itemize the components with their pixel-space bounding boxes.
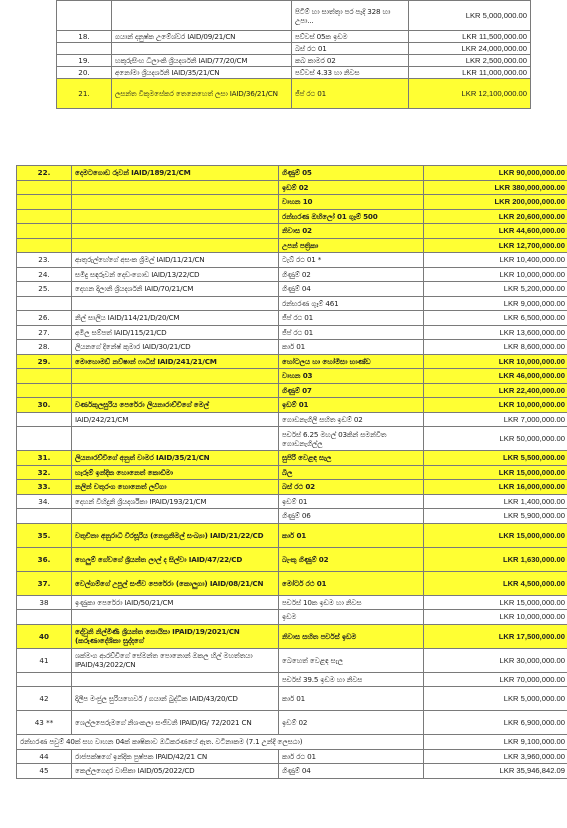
table-row <box>17 311 567 326</box>
row-number-cell: 36. <box>17 547 72 571</box>
row-number-cell <box>17 427 72 451</box>
asset-description-cell: ගිණුම් 07 <box>279 383 424 398</box>
row-number-cell: 38 <box>17 595 72 610</box>
amount-cell: LKR 9,100,000.00 <box>424 735 567 750</box>
table-row <box>17 494 567 509</box>
table-row <box>17 465 567 480</box>
asset-description-cell: උපන් පත්‍රිකා <box>279 238 424 253</box>
amount-cell: LKR 35,946,842.09 <box>424 764 567 779</box>
row-number-cell: 29. <box>17 354 72 369</box>
row-number-cell: 41 <box>17 648 72 672</box>
table-row <box>17 595 567 610</box>
amount-cell: LKR 10,000,000.00 <box>424 267 567 282</box>
table-row <box>17 267 567 282</box>
row-number-cell <box>17 180 72 195</box>
amount-cell: LKR 8,600,000.00 <box>424 340 567 355</box>
suspect-name-cell: හකුරුසිංහ ධීලාංකි ශ්‍රියදර්ශනි IAID/77/20/CM <box>112 55 292 67</box>
row-number-cell: 33. <box>17 480 72 495</box>
table-row <box>17 427 567 451</box>
table-row <box>17 383 567 398</box>
row-number-cell <box>57 43 112 55</box>
amount-cell: LKR 50,000,000.00 <box>424 427 567 451</box>
asset-description-cell: බස් රථ 01 <box>292 43 409 55</box>
amount-cell: LKR 22,400,000.00 <box>424 383 567 398</box>
table-row <box>17 547 567 571</box>
table-row <box>17 340 567 355</box>
row-number-cell <box>17 369 72 384</box>
amount-cell: LKR 70,000,000.00 <box>424 672 567 687</box>
suspect-name-cell <box>72 672 279 687</box>
amount-cell: LKR 200,000,000.00 <box>424 195 567 210</box>
suspect-name-cell <box>72 195 279 210</box>
suspect-name-cell: දිලීප මංජුල සුරියහෙවර් / ගයාන් බුද්ධික IAID/43/20/CD <box>72 687 279 711</box>
asset-description-cell: පර්චස් 39.5 ඉඩම හා නිවස <box>279 672 424 687</box>
amount-cell: LKR 10,000,000.00 <box>424 398 567 413</box>
asset-description-cell: බෙහෙත් වෙළඳ සැල <box>279 648 424 672</box>
suspect-name-cell: දේවුනි නිල්මිණි ශ්‍රියන්ත සොයිසා IPAID/19/2021/CN (කරුණාදේශිකා සුද්දගේ <box>72 624 279 648</box>
suspect-name-cell: ඉණුකා පෙරේරා IAID/50/21/CM <box>72 595 279 610</box>
table-row <box>17 624 567 648</box>
row-number-cell: 19. <box>57 55 112 67</box>
asset-description-cell: කාර් 01 <box>279 340 424 355</box>
asset-description-cell: නිවාස 02 <box>279 224 424 239</box>
table-row <box>17 610 567 625</box>
row-number-cell <box>17 672 72 687</box>
table-row <box>17 282 567 297</box>
suspect-name-cell: කෙල්ලගෙදර වාසිකා IAID/05/2022/CD <box>72 764 279 779</box>
amount-cell: LKR 380,000,000.00 <box>424 180 567 195</box>
suspect-name-cell: දෙහන් විහිදුනි ශ්‍රියදර්ශිකා IPAID/193/21/CM <box>72 494 279 509</box>
suspect-name-cell: අමිල සම්පත් IAID/115/21/CD <box>72 325 279 340</box>
suspect-name-cell: IAID/242/21/CM <box>72 412 279 427</box>
table-row <box>57 1 531 31</box>
row-number-cell <box>17 209 72 224</box>
asset-description-cell: වාහන 03 <box>279 369 424 384</box>
table-row <box>17 354 567 369</box>
suspect-name-cell: රාජපක්ෂගේ ඉන්දික පුෂ්පක IPAID/42/21 CN <box>72 749 279 764</box>
row-number-cell: 21. <box>57 79 112 109</box>
row-number-cell: 31. <box>17 451 72 466</box>
row-number-cell: 23. <box>17 253 72 268</box>
table-row <box>17 672 567 687</box>
suspect-name-cell <box>72 180 279 195</box>
asset-description-cell: බැංකු ගිණුම් 02 <box>279 547 424 571</box>
row-number-cell: 22. <box>17 166 72 181</box>
suspect-name-cell: ගයාන් දනුෂ්ක උමේශ්වර IAID/09/21/CN <box>112 31 292 43</box>
asset-description-cell: කාර් රථ 01 <box>279 749 424 764</box>
suspect-name-cell: හෙලුම් ගේවගේ ශ්‍රියන්ත ලාල් ද සිල්වා IAID/47/22/CD <box>72 547 279 571</box>
table-row <box>17 180 567 195</box>
suspect-name-cell <box>72 296 279 311</box>
amount-cell: LKR 10,400,000.00 <box>424 253 567 268</box>
table-row <box>17 253 567 268</box>
row-number-cell: 28. <box>17 340 72 355</box>
row-number-cell: 40 <box>17 624 72 648</box>
asset-description-cell: බිල <box>279 465 424 480</box>
suspect-name-cell <box>72 610 279 625</box>
asset-description-cell: ගිණුම් 04 <box>279 282 424 297</box>
asset-description-cell: බස් රථ 02 <box>279 480 424 495</box>
asset-description-cell: ගිණුම් 05 <box>279 166 424 181</box>
row-number-cell: 45 <box>17 764 72 779</box>
row-number-cell: 26. <box>17 311 72 326</box>
row-number-cell: 43 ** <box>17 711 72 735</box>
suspect-name-cell: දෙමටගොඩ රුවන් IAID/189/21/CM <box>72 166 279 181</box>
asset-table-main-body <box>17 166 567 779</box>
suspect-name-cell <box>72 209 279 224</box>
asset-description-cell: ජීප් රථ 01 <box>279 325 424 340</box>
amount-cell: LKR 24,000,000.00 <box>409 43 531 55</box>
row-number-cell <box>17 296 72 311</box>
row-number-cell: 20. <box>57 67 112 79</box>
amount-cell: LKR 10,000,000.00 <box>424 610 567 625</box>
asset-description-cell: ගිණුම් 06 <box>279 509 424 524</box>
suspect-name-cell: අනෝමා ශ්‍රියදර්ශනි IAID/35/21/CN <box>112 67 292 79</box>
table-row <box>17 735 567 750</box>
suspect-name-cell: නිල් සාලිය IAID/114/21/D/20/CM <box>72 311 279 326</box>
table-row <box>17 648 567 672</box>
suspect-name-cell: ශෙල්ලපෙරුමගේ නිශංකලා සංජිවනි IPAID/IG/ 72/2021 CN <box>72 711 279 735</box>
asset-description-cell: ඉඩම් 02 <box>279 711 424 735</box>
asset-table-main <box>16 165 567 779</box>
table-row <box>17 296 567 311</box>
amount-cell: LKR 12,100,000.00 <box>409 79 531 109</box>
asset-description-cell: ජීප් රථ 01 <box>279 311 424 326</box>
row-number-cell: 35. <box>17 523 72 547</box>
row-number-cell: 42 <box>17 687 72 711</box>
suspect-name-cell: දෙහන දිලානි ශ්‍රියදර්ශනි IAID/70/21/CM <box>72 282 279 297</box>
table-row <box>17 523 567 547</box>
amount-cell: LKR 20,600,000.00 <box>424 209 567 224</box>
amount-cell: LKR 2,500,000.00 <box>409 55 531 67</box>
suspect-name-cell: ආතුරුල්හේගේ අසංක ශ්‍රිමල් IAID/11/21/CN <box>72 253 279 268</box>
asset-description-cell: කාර් 01 <box>279 523 424 547</box>
table-row <box>17 509 567 524</box>
amount-cell: LKR 12,700,000.00 <box>424 238 567 253</box>
amount-cell: LKR 5,200,000.00 <box>424 282 567 297</box>
table-row <box>17 398 567 413</box>
amount-cell: LKR 10,000,000.00 <box>424 354 567 369</box>
amount-cell: LKR 15,000,000.00 <box>424 465 567 480</box>
suspect-name-cell <box>112 1 292 31</box>
row-number-cell <box>17 383 72 398</box>
asset-description-cell: ඉඩම් 01 <box>279 398 424 413</box>
asset-description-cell: පිටිම් හා සාත්තුා පර පැදි 328 හා උපා... <box>292 1 409 31</box>
amount-cell: LKR 44,600,000.00 <box>424 224 567 239</box>
amount-cell: LKR 5,900,000.00 <box>424 509 567 524</box>
amount-cell: LKR 13,600,000.00 <box>424 325 567 340</box>
table-row <box>57 55 531 67</box>
suspect-name-cell: ලසන්ත විකුමසේකර තෙනෙහෙත් ලසා IAID/36/21/CN <box>112 79 292 109</box>
asset-description-cell: පර්චස් 10ක ඉඩම හා නිවස <box>279 595 424 610</box>
asset-description-cell: නිවාස සහිත පර්චස් ඉඩම <box>279 624 424 648</box>
amount-cell: LKR 11,500,000.00 <box>409 31 531 43</box>
asset-description-cell: කබ කාමර 02 <box>292 55 409 67</box>
amount-cell: LKR 15,000,000.00 <box>424 523 567 547</box>
note-cell: රන්භරණ පවුම් 40ක් සහ වාහන 04ක් කෘෂිකාව ඔධිකරණයේ ඇත. වටිනාකම (7.1 උන්දී ලෙසඨා) <box>17 735 424 750</box>
suspect-name-cell: සමිදු සඳරුවන් දෙඩංගොඩ IAID/13/22/CD <box>72 267 279 282</box>
suspect-name-cell: ලියනගේ දිනේෂ් කුමාර IAID/30/21/CD <box>72 340 279 355</box>
suspect-name-cell: නලින් චතුරංග හොනෙත් ලව්ගා <box>72 480 279 495</box>
amount-cell: LKR 5,000,000.00 <box>409 1 531 31</box>
amount-cell: LKR 1,400,000.00 <box>424 494 567 509</box>
table-row <box>17 687 567 711</box>
row-number-cell <box>17 238 72 253</box>
table-row <box>17 238 567 253</box>
table-row <box>17 571 567 595</box>
suspect-name-cell: වතුචිනා අනුරාධි විරසූරිය (නෙග්‍රනිමල් සංඛ්‍යා) IAID/21/22/CD <box>72 523 279 547</box>
asset-description-cell: පර්චස් 6.25 මහල් 03කින් සමන්විත ගොඩනැගිල්ල <box>279 427 424 451</box>
asset-description-cell: සුපිරි වෙළඳ සැල <box>279 451 424 466</box>
suspect-name-cell <box>72 224 279 239</box>
asset-description-cell: ගොඩනැගිලි සහිත ඉඩම් 02 <box>279 412 424 427</box>
table-row <box>57 79 531 109</box>
suspect-name-cell: ශක්මංග ආරච්චිගේ සේමන්ත පොනොන් ඔකල හිල් මහත්තයා IPAID/43/2022/CN <box>72 648 279 672</box>
asset-table-top <box>56 0 531 109</box>
row-number-cell <box>57 1 112 31</box>
row-number-cell: 18. <box>57 31 112 43</box>
amount-cell: LKR 5,000,000.00 <box>424 687 567 711</box>
amount-cell: LKR 5,500,000.00 <box>424 451 567 466</box>
asset-description-cell: රන්භරණ ඔහිලෝ 01 ගුෑම් 500 <box>279 209 424 224</box>
row-number-cell <box>17 224 72 239</box>
row-number-cell <box>17 195 72 210</box>
row-number-cell <box>17 610 72 625</box>
amount-cell: LKR 6,500,000.00 <box>424 311 567 326</box>
table-row <box>17 369 567 384</box>
table-row <box>57 31 531 43</box>
suspect-name-cell <box>72 238 279 253</box>
table-row <box>17 711 567 735</box>
asset-description-cell: ටැබ් රථ 01 * <box>279 253 424 268</box>
amount-cell: LKR 4,500,000.00 <box>424 571 567 595</box>
suspect-name-cell: වර්ණකුලසුරිය පෙරේරා ලියනාරාච්චිගේ මෙල් <box>72 398 279 413</box>
amount-cell: LKR 15,000,000.00 <box>424 595 567 610</box>
row-number-cell: 44 <box>17 749 72 764</box>
table-row <box>17 325 567 340</box>
amount-cell: LKR 1,630,000.00 <box>424 547 567 571</box>
amount-cell: LKR 11,000,000.00 <box>409 67 531 79</box>
table-row <box>17 764 567 779</box>
table-row <box>17 749 567 764</box>
suspect-name-cell <box>112 43 292 55</box>
asset-description-cell: වාහන 10 <box>279 195 424 210</box>
asset-description-cell: කාර් 01 <box>279 687 424 711</box>
suspect-name-cell <box>72 369 279 384</box>
asset-description-cell: ඉඩම් 01 <box>279 494 424 509</box>
table-row <box>17 451 567 466</box>
table-row <box>17 480 567 495</box>
table-row <box>17 209 567 224</box>
row-number-cell <box>17 412 72 427</box>
row-number-cell: 24. <box>17 267 72 282</box>
asset-description-cell: ඉඩම් 02 <box>279 180 424 195</box>
asset-table-top-body <box>57 1 531 109</box>
suspect-name-cell: ලියනාරච්චිගේ අනුත් චාමර IAID/35/21/CN <box>72 451 279 466</box>
suspect-name-cell <box>72 427 279 451</box>
row-number-cell: 37. <box>17 571 72 595</box>
row-number-cell: 25. <box>17 282 72 297</box>
suspect-name-cell <box>72 509 279 524</box>
asset-description-cell: ජීප් රථ 01 <box>292 79 409 109</box>
asset-description-cell: මෝටර් රථ 01 <box>279 571 424 595</box>
asset-description-cell: රන්භරණ ගුෑම් 461 <box>279 296 424 311</box>
amount-cell: LKR 9,000,000.00 <box>424 296 567 311</box>
suspect-name-cell: මොහොමඩ් නව්ෂාන් ෆාධිස් IAID/241/21/CM <box>72 354 279 369</box>
table-row <box>17 166 567 181</box>
asset-description-cell: ගිණුම් 04 <box>279 764 424 779</box>
suspect-name-cell: හැරුම් ඉන්දික හොනෙත් කොඩිමා <box>72 465 279 480</box>
amount-cell: LKR 6,900,000.00 <box>424 711 567 735</box>
amount-cell: LKR 46,000,000.00 <box>424 369 567 384</box>
table-row <box>17 195 567 210</box>
asset-description-cell: ඉඩම <box>279 610 424 625</box>
row-number-cell: 30. <box>17 398 72 413</box>
amount-cell: LKR 3,960,000.00 <box>424 749 567 764</box>
table-row <box>17 412 567 427</box>
amount-cell: LKR 30,000,000.00 <box>424 648 567 672</box>
asset-description-cell: පව්වස් 05ක ඉඩම <box>292 31 409 43</box>
amount-cell: LKR 17,500,000.00 <box>424 624 567 648</box>
amount-cell: LKR 90,000,000.00 <box>424 166 567 181</box>
amount-cell: LKR 16,000,000.00 <box>424 480 567 495</box>
row-number-cell: 34. <box>17 494 72 509</box>
asset-description-cell: පව්වස් 4.33 හා නිවස <box>292 67 409 79</box>
row-number-cell <box>17 509 72 524</box>
amount-cell: LKR 7,000,000.00 <box>424 412 567 427</box>
asset-description-cell: ගිණුම් 02 <box>279 267 424 282</box>
suspect-name-cell: වෙල්ගම්ගේ උපුල් සංජීව පෙරේරා (කොලුගා) IAID/08/21/CN <box>72 571 279 595</box>
table-row <box>57 67 531 79</box>
row-number-cell: 27. <box>17 325 72 340</box>
row-number-cell: 32. <box>17 465 72 480</box>
table-row <box>57 43 531 55</box>
table-row <box>17 224 567 239</box>
asset-description-cell: හෝටලය හා හෝමිසා භාණ්ඩ <box>279 354 424 369</box>
suspect-name-cell <box>72 383 279 398</box>
